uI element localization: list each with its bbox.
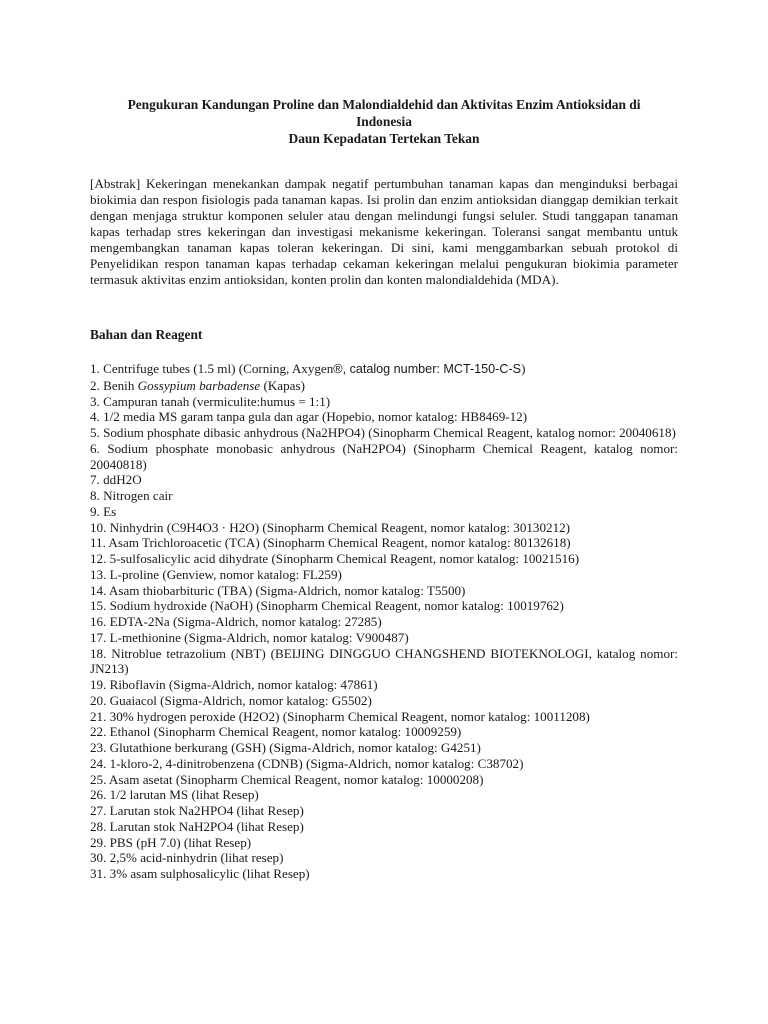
list-item: 22. Ethanol (Sinopharm Chemical Reagent, nomor katalog: 10009259) [90,724,462,740]
list-item-text-tail: (Kapas) [260,377,305,393]
title-line-1: Pengukuran Kandungan Proline dan Malondialdehid dan Aktivitas Enzim Antioksidan di [127,97,641,112]
list-item: 25. Asam asetat (Sinopharm Chemical Reagent, nomor katalog: 10000208) [90,771,484,787]
list-item-text: 2. Benih [90,377,138,393]
list-item: 30. 2,5% acid-ninhydrin (lihat resep) [90,850,284,866]
list-item: 13. L-proline (Genview, nomor katalog: FL259) [90,566,342,582]
list-item: 26. 1/2 larutan MS (lihat Resep) [90,787,259,803]
list-item [90,361,678,378]
species-name: Gossypium barbadense [137,377,261,393]
list-item: 21. 30% hydrogen peroxide (H2O2) (Sinopharm Chemical Reagent, nomor katalog: 10011208) [90,708,590,724]
list-item: 3. Campuran tanah (vermiculite:humus = 1:1) [90,393,331,409]
list-item: 24. 1-kloro-2, 4-dinitrobenzena (CDNB) (Sigma-Aldrich, nomor katalog: C38702) [90,755,524,771]
list-item: 8. Nitrogen cair [90,488,173,503]
list-item: 12. 5-sulfosalicylic acid dihydrate (Sinopharm Chemical Reagent, nomor katalog: 10021516) [90,551,580,566]
materials-list [90,361,678,882]
list-item: 29. PBS (pH 7.0) (lihat Resep) [90,834,252,850]
list-item: 28. Larutan stok NaH2PO4 (lihat Resep) [90,818,304,834]
list-item: 20. Guaiacol (Sigma-Aldrich, nomor katalog: G5502) [90,692,372,708]
list-item: 11. Asam Trichloroacetic (TCA) (Sinopharm Chemical Reagent, nomor katalog: 80132618) [90,535,571,551]
list-item: 7. ddH2O [90,472,142,488]
title-line-3: Daun Kepadatan Tertekan Tekan [288,131,480,146]
list-item: 14. Asam thiobarbituric (TBA) (Sigma-Aldrich, nomor katalog: T5500) [90,582,466,598]
list-item-text-tail: ) [521,361,526,376]
list-item-text: 1. Centrifuge tubes (1.5 ml) (Corning, Axygen [90,361,334,376]
list-item: 16. EDTA-2Na (Sigma-Aldrich, nomor katalog: 27285) [90,614,382,629]
title-line-2: Indonesia [356,114,412,129]
list-item: 9. Es [90,503,117,519]
materials-heading: Bahan dan Reagent [90,327,203,342]
list-item: 15. Sodium hydroxide (NaOH) (Sinopharm Chemical Reagent, nomor katalog: 10019762) [90,598,564,614]
list-item: 6. Sodium phosphate monobasic anhydrous (NaH2PO4) (Sinopharm Chemical Reagent, katalog nomor: 20040818) [90,440,678,472]
list-item: 17. L-methionine (Sigma-Aldrich, nomor katalog: V900487) [90,629,409,645]
list-item: 31. 3% asam sulphosalicylic (lihat Resep) [90,866,310,881]
list-item: 19. Riboflavin (Sigma-Aldrich, nomor katalog: 47861) [90,677,378,692]
abstract-paragraph: [Abstrak] Kekeringan menekankan dampak negatif pertumbuhan tanaman kapas dan menginduksi berbagai biokimia dan respon fisiologis pada tanaman kapas. Isi prolin dan enzim antioksidan dianggap demikian terkait dengan menjaga struktur komponen seluler atau dengan melindungi fungsi seluler. Studi tanggapan tanaman kapas terhadap stres kekeringan dan investigasi mekanisme kekeringan. Toleransi sangat membantu untuk mengembangkan tanaman kapas toleran kekeringan. Di sini, kami menggambarkan sebuah protokol di Penyelidikan respon tanaman kapas terhadap cekaman kekeringan melalui pengukuran biokimia parameter termasuk aktivitas enzim antioksidan, konten prolin dan konten malondialdehida (MDA). [90,176,678,287]
list-item-catalog-text: ®, catalog number: MCT-150-C-S [333,362,522,376]
list-item: 27. Larutan stok Na2HPO4 (lihat Resep) [90,803,304,818]
list-item: 23. Glutathione berkurang (GSH) (Sigma-Aldrich, nomor katalog: G4251) [90,740,481,755]
list-item: 18. Nitroblue tetrazolium (NBT) (BEIJING DINGGUO CHANGSHEND BIOTEKNOLOGI, katalog nomor: JN213) [90,645,678,677]
list-item: 4. 1/2 media MS garam tanpa gula dan agar (Hopebio, nomor katalog: HB8469-12) [90,409,528,425]
list-item [90,378,678,394]
list-item: 10. Ninhydrin (C9H4O3 · H2O) (Sinopharm Chemical Reagent, nomor katalog: 30130212) [90,519,571,535]
document-title [90,96,678,147]
list-item: 5. Sodium phosphate dibasic anhydrous (Na2HPO4) (Sinopharm Chemical Reagent, katalog nomor: 20040618) [90,425,676,440]
